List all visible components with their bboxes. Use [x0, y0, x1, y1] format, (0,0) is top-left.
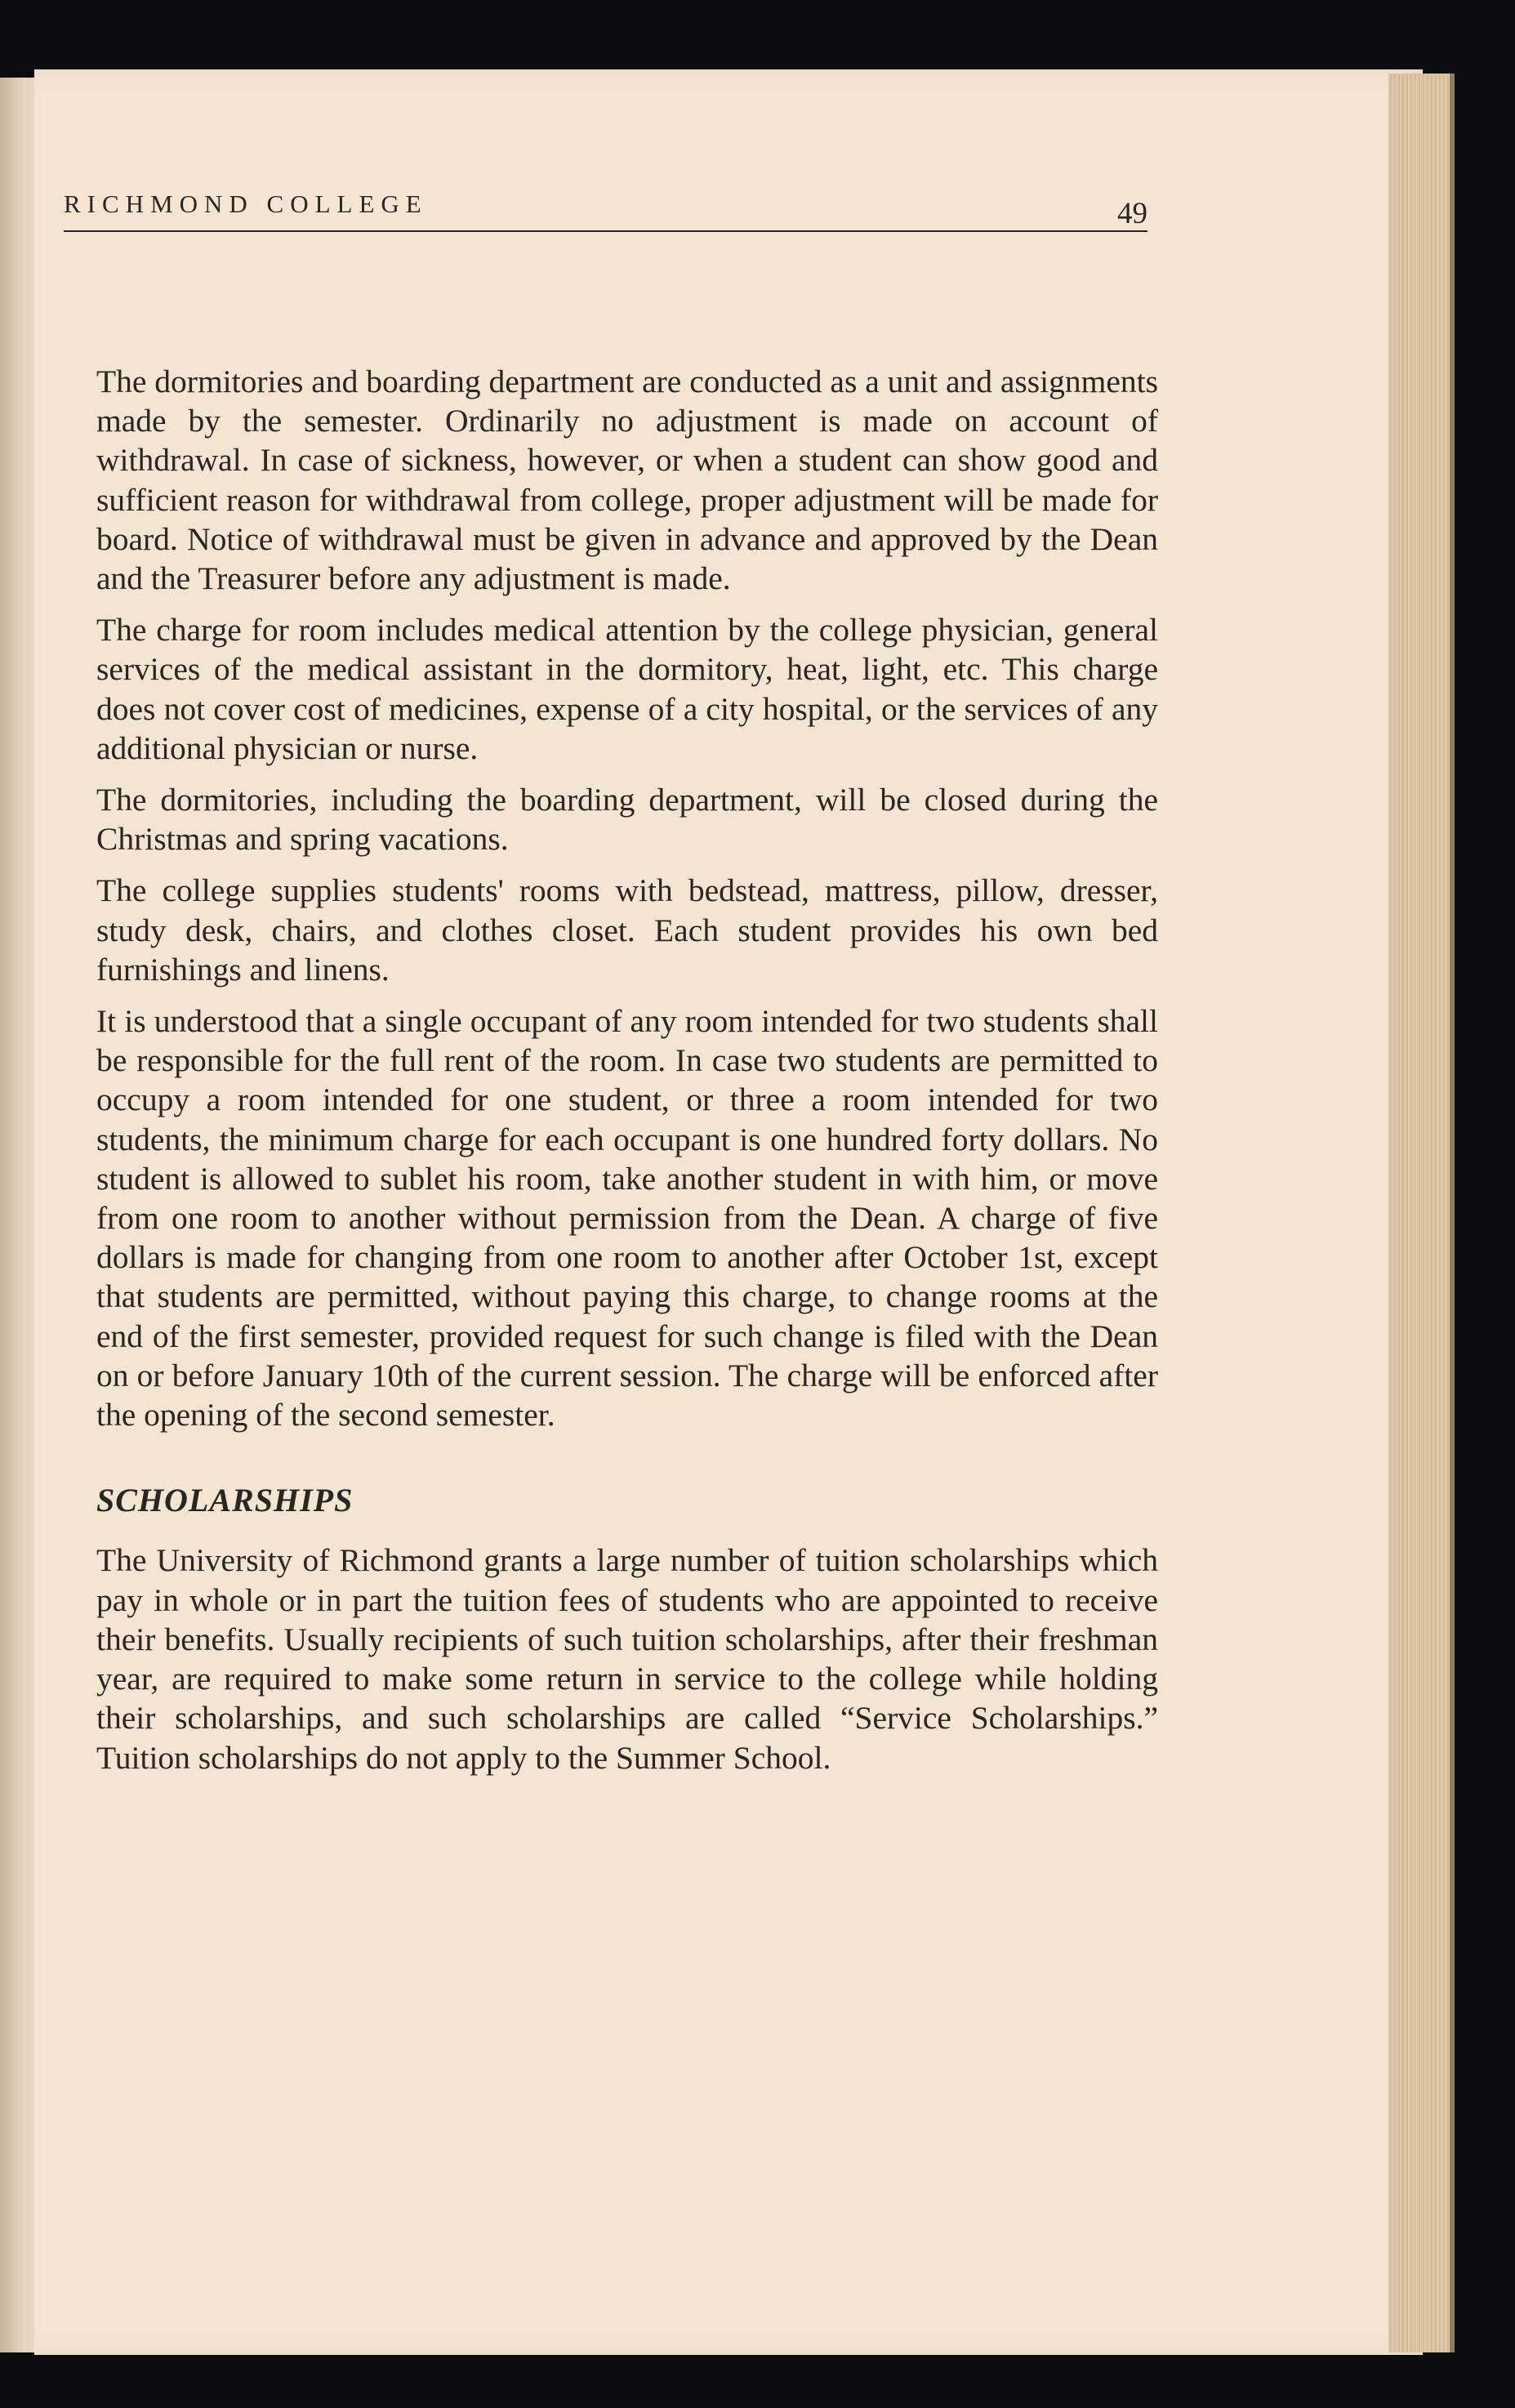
- paragraph-room-furnishings: The college supplies students' rooms with bedstead, mattress, pillow, dresser, study desk, chairs, and clothes closet. Each student provides his own bed furnishings and linens.: [96, 872, 1158, 988]
- body-text: [96, 362, 1158, 1790]
- paragraph-scholarships: The University of Richmond grants a large number of tuition scholarships which pay in whole or in part the tuition fees of students who are appointed to receive their benefits. Usually recipients of such tuition scholarships, after their freshman year, are required to make some return in service to the college while holding their scholarships, and such scholarships are called “Service Scholarships.” Tuition scholarships do not apply to the Summer School.: [96, 1542, 1158, 1776]
- section-heading-scholarships: SCHOLARSHIPS: [96, 1482, 354, 1519]
- header-rule: [64, 230, 1147, 232]
- paragraph-room-charge: The charge for room includes medical attention by the college physician, general services of the medical assistant in the dormitory, heat, light, etc. This charge does not cover cost of medicines, expense of a city hospital, or the services of any additional physician or nurse.: [96, 612, 1158, 766]
- paragraph-vacation-closing: The dormitories, including the boarding department, will be closed during the Christmas and spring vacations.: [96, 782, 1158, 858]
- running-head: [64, 190, 1147, 230]
- page-number: 49: [1117, 197, 1147, 230]
- running-title: RICHMOND COLLEGE: [64, 190, 428, 218]
- paragraph-dormitory-assignments: The dormitories and boarding department are conducted as a unit and assignments made by the semester. Ordinarily no adjustment is made on account of withdrawal. In case of sickness, however, or when a student can show good and sufficient reason for withdrawal from college, proper adjustment will be made for board. Notice of withdrawal must be given in advance and approved by the Dean and the Treasurer before any adjustment is made.: [96, 363, 1158, 597]
- paragraph-occupancy-rules: It is understood that a single occupant of any room intended for two students shall be responsible for the full rent of the room. In case two students are permitted to occupy a room intended for one student, or three a room intended for two students, the minimum charge for each occupant is one hundred forty dollars. No student is allowed to sublet his room, take another student in with him, or move from one room to another without permission from the Dean. A charge of five dollars is made for changing from one room to another after October 1st, except that students are permitted, without paying this charge, to change rooms at the end of the first semester, provided request for such change is filed with the Dean on or before January 10th of the current session. The charge will be enforced after the opening of the second semester.: [96, 1003, 1158, 1434]
- page-stack-edge: [1388, 74, 1450, 2352]
